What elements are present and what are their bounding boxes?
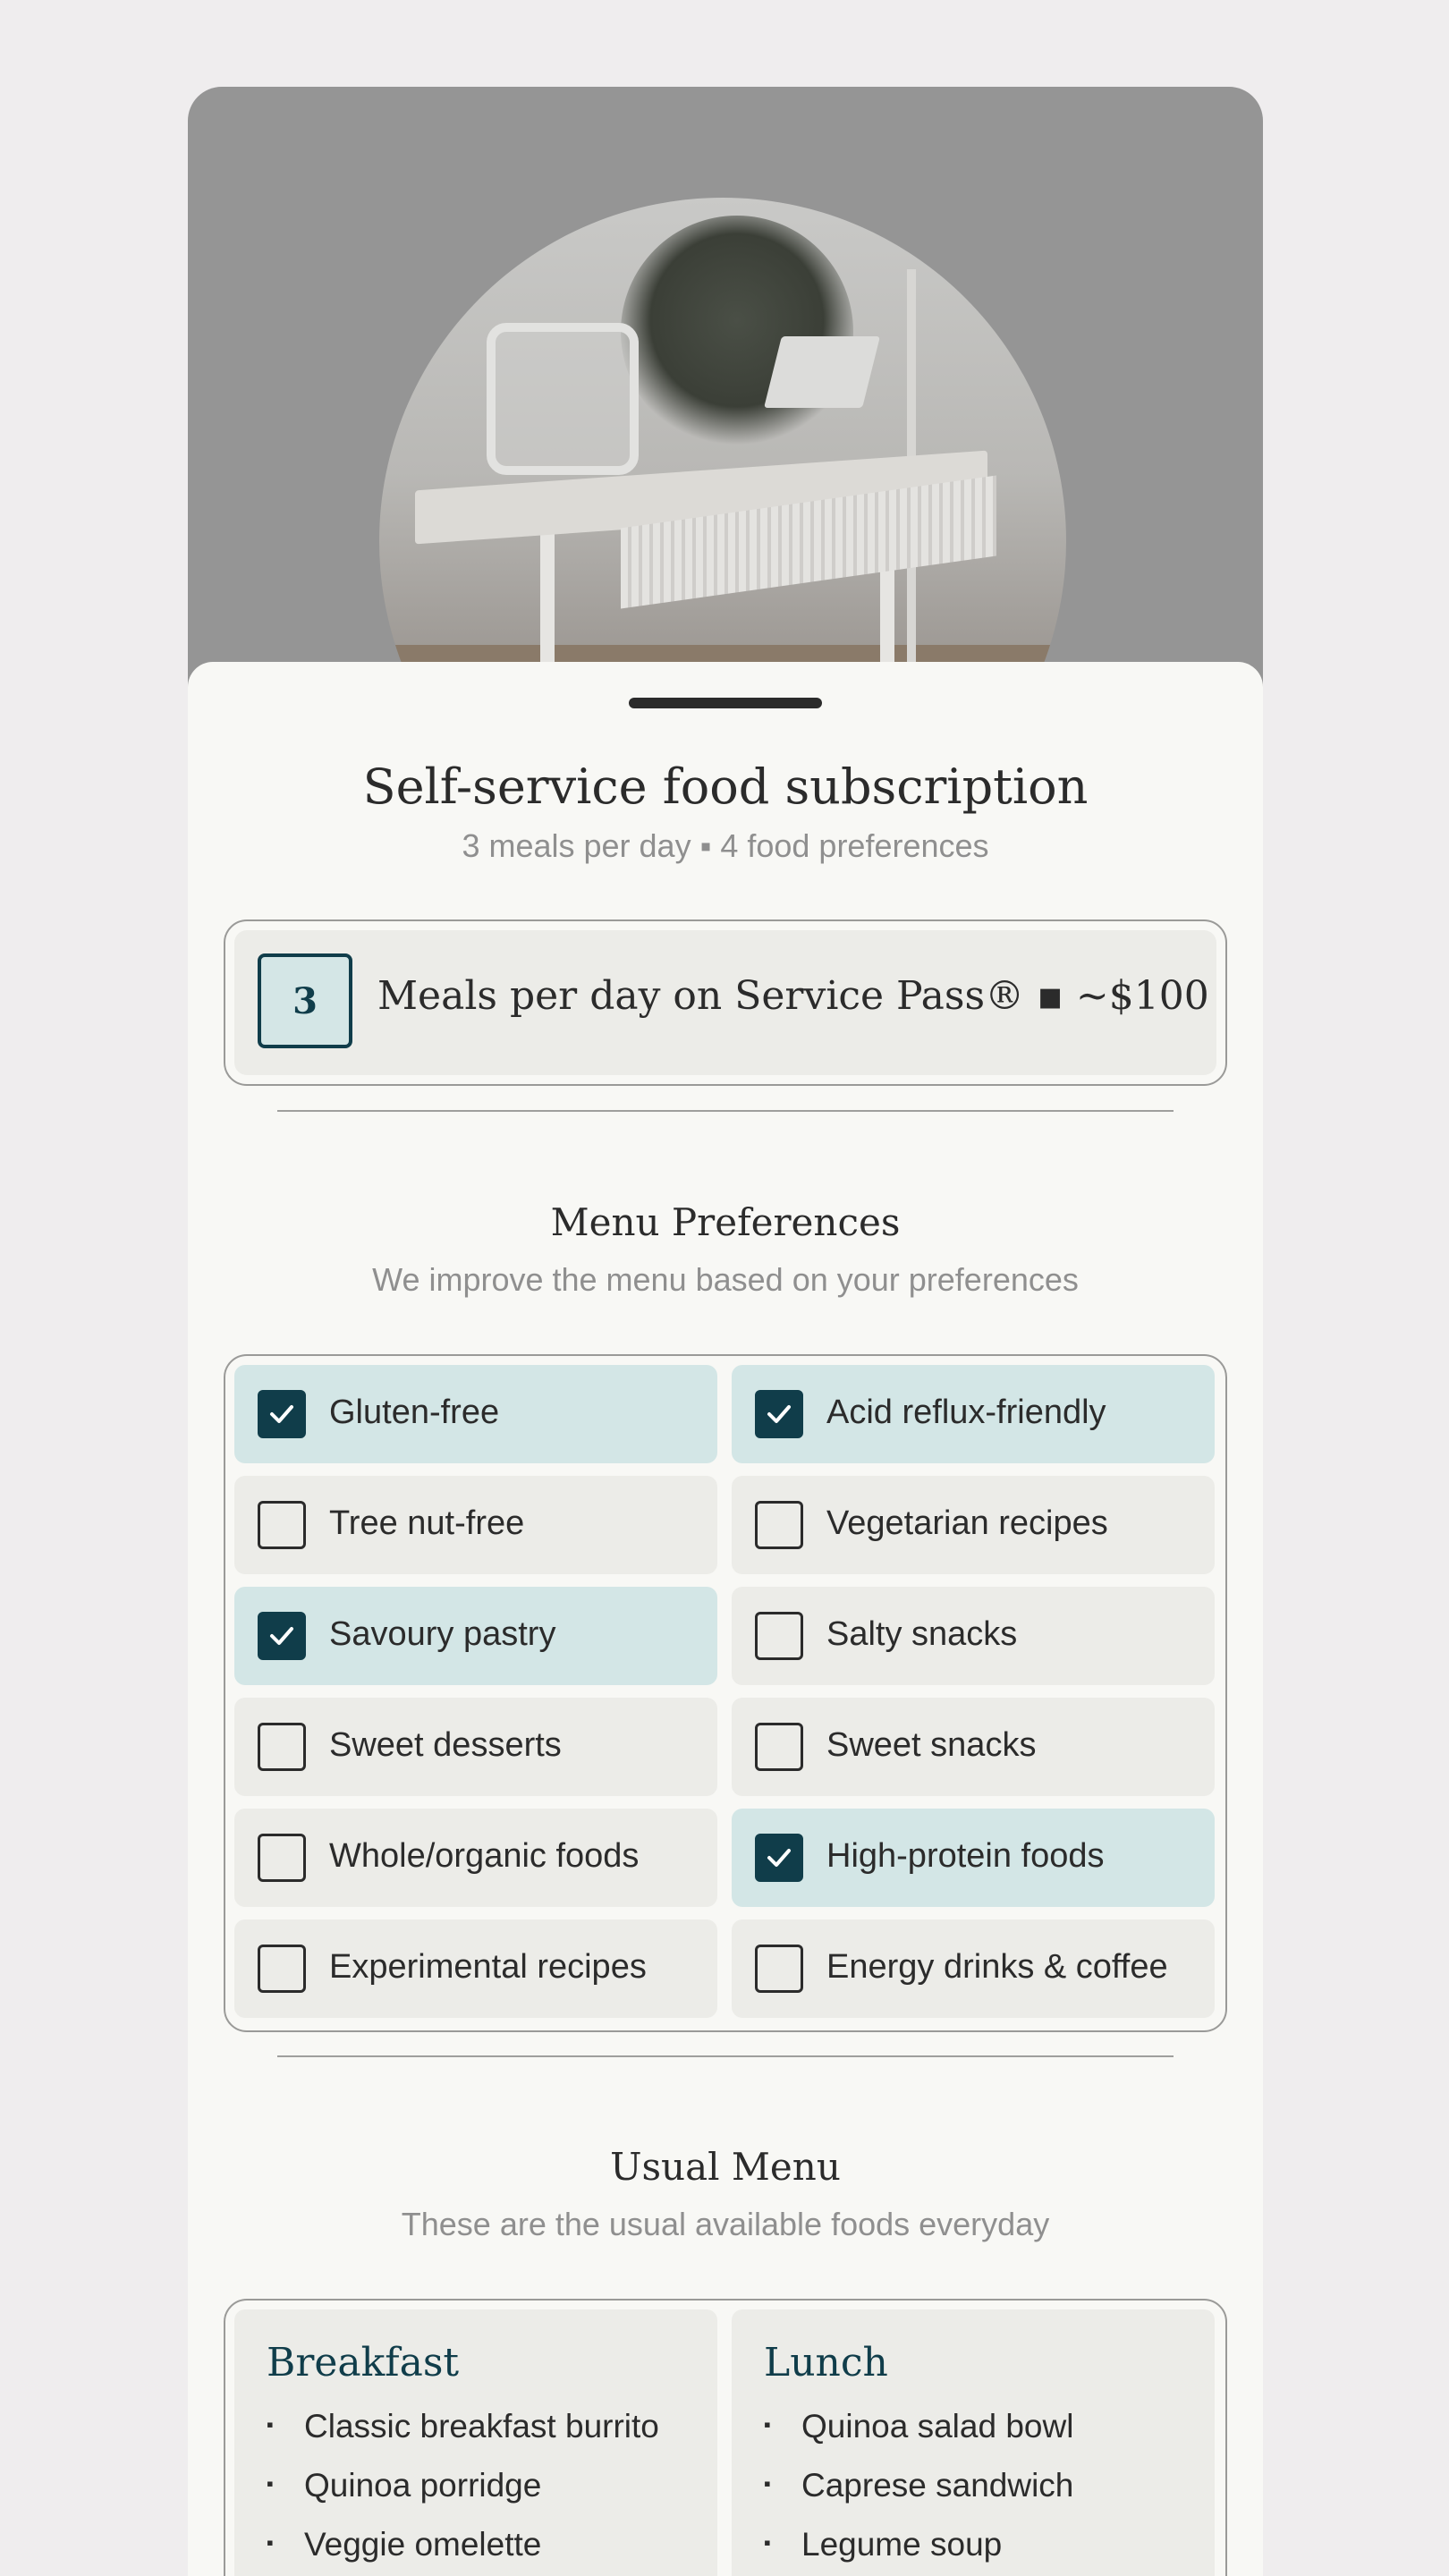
- meals-label: Meals per day on Service Pass® ▪ ~$100: [377, 973, 1209, 1019]
- pref-whole-organic-foods[interactable]: [234, 1809, 717, 1907]
- pref-sweet-desserts[interactable]: [234, 1698, 717, 1796]
- check-icon: [765, 1843, 793, 1872]
- menu-item: ▪ Caprese sandwich: [764, 2467, 1073, 2504]
- page-subtitle: 3 meals per day ▪ 4 food preferences: [462, 827, 989, 864]
- pref-label: Acid reflux-friendly: [826, 1394, 1106, 1431]
- usual-menu-panel: [224, 2299, 1227, 2576]
- office-photo: [379, 198, 1066, 713]
- check-icon: [267, 1622, 296, 1650]
- pref-high-protein-foods[interactable]: [732, 1809, 1215, 1907]
- lunch-heading: Lunch: [764, 2340, 888, 2385]
- usual-menu-title: Usual Menu: [610, 2145, 841, 2189]
- pref-label: Savoury pastry: [329, 1615, 556, 1653]
- menu-item: ▪ Classic breakfast burrito: [267, 2408, 659, 2445]
- pref-label: Sweet snacks: [826, 1726, 1037, 1764]
- divider: [277, 1110, 1174, 1112]
- checkbox[interactable]: [755, 1723, 803, 1771]
- pref-sweet-snacks[interactable]: [732, 1698, 1215, 1796]
- breakfast-card: [234, 2309, 717, 2576]
- check-icon: [765, 1400, 793, 1428]
- preferences-subtitle: We improve the menu based on your preferences: [372, 1261, 1079, 1298]
- pref-label: High-protein foods: [826, 1837, 1105, 1875]
- checkbox[interactable]: [755, 1945, 803, 1993]
- drag-handle[interactable]: [629, 698, 822, 708]
- pref-label: Sweet desserts: [329, 1726, 562, 1764]
- breakfast-heading: Breakfast: [267, 2340, 460, 2385]
- menu-item: ▪ Quinoa porridge: [267, 2467, 541, 2504]
- checkbox[interactable]: [258, 1723, 306, 1771]
- checkbox[interactable]: [755, 1834, 803, 1882]
- hero-image-panel: [188, 87, 1263, 713]
- checkbox[interactable]: [755, 1390, 803, 1438]
- checkbox[interactable]: [755, 1501, 803, 1549]
- menu-item: ▪ Quinoa salad bowl: [764, 2408, 1073, 2445]
- check-icon: [267, 1400, 296, 1428]
- meals-option[interactable]: [234, 930, 1216, 1075]
- pref-label: Energy drinks & coffee: [826, 1948, 1168, 1986]
- checkbox[interactable]: [755, 1612, 803, 1660]
- menu-item: ▪ Veggie omelette: [267, 2526, 541, 2563]
- pref-label: Whole/organic foods: [329, 1837, 640, 1875]
- checkbox[interactable]: [258, 1612, 306, 1660]
- usual-menu-subtitle: These are the usual available foods everyday: [401, 2206, 1050, 2242]
- divider: [277, 2055, 1174, 2057]
- page-title: Self-service food subscription: [362, 758, 1089, 815]
- pref-label: Tree nut-free: [329, 1504, 525, 1542]
- checkbox[interactable]: [258, 1390, 306, 1438]
- pref-gluten-free[interactable]: [234, 1365, 717, 1463]
- checkbox[interactable]: [258, 1834, 306, 1882]
- pref-label: Gluten-free: [329, 1394, 500, 1431]
- pref-vegetarian-recipes[interactable]: [732, 1476, 1215, 1574]
- preferences-title: Menu Preferences: [550, 1200, 901, 1244]
- pref-salty-snacks[interactable]: [732, 1587, 1215, 1685]
- meals-selector: [224, 919, 1227, 1086]
- preferences-grid: [224, 1354, 1227, 2032]
- pref-tree-nut-free[interactable]: [234, 1476, 717, 1574]
- checkbox[interactable]: [258, 1501, 306, 1549]
- pref-savoury-pastry[interactable]: [234, 1587, 717, 1685]
- pref-label: Salty snacks: [826, 1615, 1018, 1653]
- lunch-card: [732, 2309, 1215, 2576]
- pref-label: Experimental recipes: [329, 1948, 647, 1986]
- pref-label: Vegetarian recipes: [826, 1504, 1108, 1542]
- pref-acid-reflux-friendly[interactable]: [732, 1365, 1215, 1463]
- meals-count-badge: 3: [258, 953, 352, 1048]
- menu-item: ▪ Legume soup: [764, 2526, 1002, 2563]
- checkbox[interactable]: [258, 1945, 306, 1993]
- bottom-sheet: [188, 662, 1263, 2576]
- pref-experimental-recipes[interactable]: [234, 1919, 717, 2018]
- pref-energy-drinks-coffee[interactable]: [732, 1919, 1215, 2018]
